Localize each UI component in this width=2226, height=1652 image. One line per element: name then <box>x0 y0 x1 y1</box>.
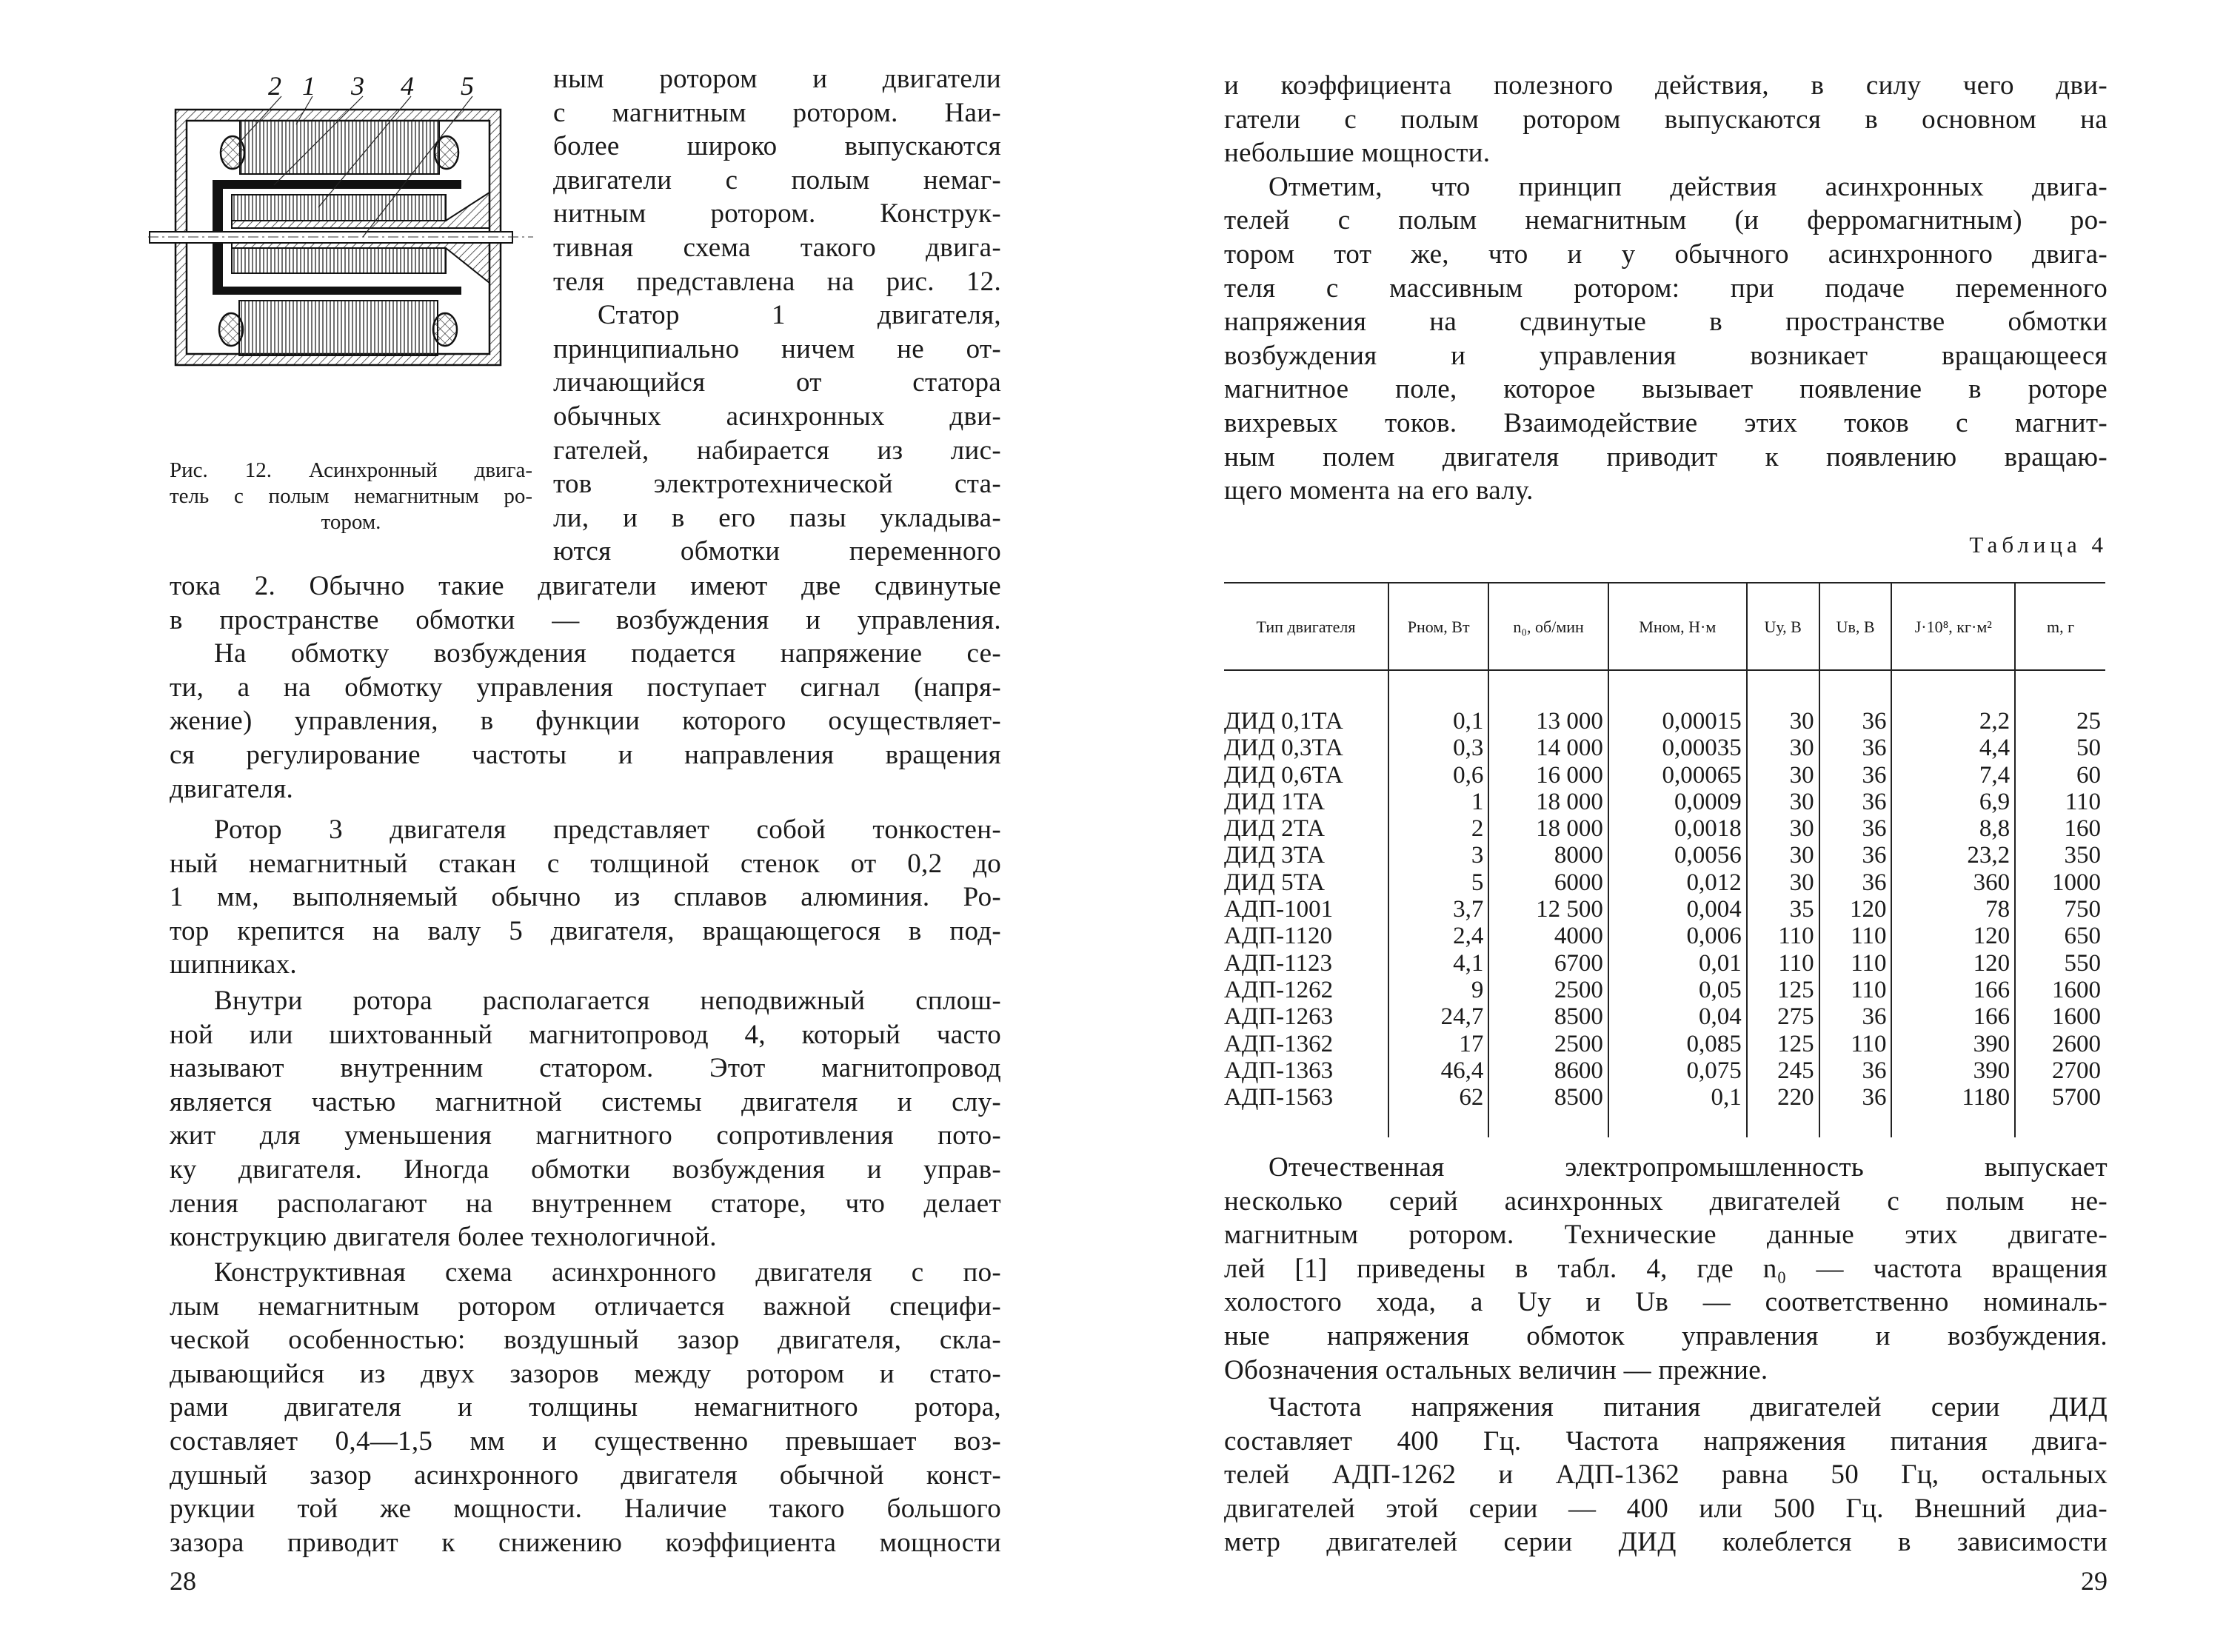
motor-type-cell: ДИД 0,6ТА <box>1224 761 1343 789</box>
table-cell: 1 <box>1388 789 1488 815</box>
text-line: тока 2. Обычно такие двигатели имеют две сдвинутые <box>170 571 1001 601</box>
table-body <box>1224 670 2105 1137</box>
text-line: конструкцию двигателя более технологичной. <box>170 1222 717 1253</box>
table-caption: Таблица 4 <box>1969 532 2108 558</box>
table-cell: 110 <box>1747 923 1819 949</box>
text-line: ку двигателя. Иногда обмотки возбуждения и управ- <box>170 1154 1001 1185</box>
table-cell: 13 000 <box>1488 670 1608 735</box>
table-cell: 8000 <box>1488 842 1608 869</box>
caption-line: тель с полым немагнитным ро- <box>170 484 532 508</box>
text-line: тором тот же, что и у обычного асинхронного двига- <box>1224 238 2108 270</box>
text-line: магнитное поле, которое вызывает появление в роторе <box>1224 374 2108 405</box>
table-cell: 30 <box>1747 670 1819 735</box>
table-cell: 120 <box>1891 950 2015 977</box>
right-paragraph <box>1224 1391 2108 1559</box>
label-4: 4 <box>401 74 414 101</box>
text-line: нитным ротором. Конструк- <box>553 198 1001 230</box>
table-cell: 120 <box>1891 923 2015 949</box>
table-cell: 36 <box>1819 762 1892 789</box>
text-line: Обозначения остальных величин — прежние. <box>1224 1354 1768 1385</box>
label-2: 2 <box>268 74 281 101</box>
table-cell: 36 <box>1819 869 1892 896</box>
table-cell: 0,05 <box>1608 977 1747 1003</box>
text-line: На обмотку возбуждения подается напряжение се- <box>214 638 1001 669</box>
motor-type-cell: АДП-1563 <box>1224 1084 1334 1111</box>
motor-type-cell: ДИД 0,1ТА <box>1224 708 1343 735</box>
table-cell: 36 <box>1819 1003 1892 1030</box>
table-cell: 166 <box>1891 1003 2015 1030</box>
table-cell: 0,3 <box>1388 735 1488 761</box>
table-cell: 5 <box>1388 869 1488 896</box>
table-cell: 110 <box>1747 950 1819 977</box>
table-cell: 350 <box>2015 842 2105 869</box>
table-row <box>1224 923 2105 949</box>
motor-type-cell: АДП-1123 <box>1224 949 1332 977</box>
text-line: принципиально ничем не от- <box>553 333 1001 364</box>
table-cell: 30 <box>1747 869 1819 896</box>
table-cell: 0,6 <box>1388 762 1488 789</box>
figure-caption <box>170 458 532 535</box>
text-line: телей АДП-1262 и АДП-1362 равна 50 Гц, остальных <box>1224 1459 2108 1491</box>
text-line: холостого хода, а Uу и Uв — соответственно номиналь- <box>1224 1287 2108 1318</box>
table-row <box>1224 1003 2105 1030</box>
left-paragraph <box>170 1256 1001 1559</box>
table-cell: 50 <box>2015 735 2105 761</box>
table-cell: 16 000 <box>1488 762 1608 789</box>
table-row <box>1224 869 2105 896</box>
table-cell: 3,7 <box>1388 896 1488 923</box>
table-cell: 18 000 <box>1488 815 1608 842</box>
text-line: ческой особенностью: воздушный зазор двигателя, скла- <box>170 1325 1001 1356</box>
table-cell: 245 <box>1747 1057 1819 1084</box>
table-cell: 220 <box>1747 1084 1819 1137</box>
left-paragraph <box>170 813 1001 982</box>
text-line: лым немагнитным ротором отличается важной специфи- <box>170 1291 1001 1322</box>
text-line: личающийся от статора <box>553 367 1001 398</box>
text-line: Конструктивная схема асинхронного двигателя с по- <box>214 1257 1001 1288</box>
table-cell: 1000 <box>2015 869 2105 896</box>
table-cell: 650 <box>2015 923 2105 949</box>
label-1: 1 <box>302 74 315 101</box>
text-line: лей [1] приведены в табл. 4, где n₀ — частота вращения <box>1224 1253 2108 1284</box>
left-side-column-text <box>553 62 1001 569</box>
text-line: теля с массивным ротором: при подаче переменного <box>1224 272 2108 304</box>
column-header: Mном, Н·м <box>1608 583 1747 670</box>
table-cell: 36 <box>1819 670 1892 735</box>
table-cell: 1600 <box>2015 1003 2105 1030</box>
table-cell: 46,4 <box>1388 1057 1488 1084</box>
table-cell: 110 <box>1819 923 1892 949</box>
column-header: n₀, об/мин <box>1488 583 1608 670</box>
table-cell: 7,4 <box>1891 762 2015 789</box>
table-cell: 30 <box>1747 762 1819 789</box>
text-line: ся регулирование частоты и направления вращения <box>170 739 1001 770</box>
table-cell: 36 <box>1819 1084 1892 1137</box>
motor-type-cell: ДИД 5ТА <box>1224 869 1325 896</box>
text-line: является частью магнитной системы двигателя и слу- <box>170 1086 1001 1117</box>
table-cell: 750 <box>2015 896 2105 923</box>
table-cell: 36 <box>1819 1057 1892 1084</box>
table-row <box>1224 896 2105 923</box>
motor-type-cell: ДИД 3ТА <box>1224 842 1325 869</box>
text-line: Отметим, что принцип действия асинхронных двига- <box>1269 171 2108 202</box>
table-row <box>1224 950 2105 977</box>
table-cell: 390 <box>1891 1057 2015 1084</box>
table-cell: 4000 <box>1488 923 1608 949</box>
table-cell: 110 <box>2015 789 2105 815</box>
table-cell: 17 <box>1388 1031 1488 1057</box>
table-cell: 6000 <box>1488 869 1608 896</box>
table-cell: 3 <box>1388 842 1488 869</box>
table-cell: 2,2 <box>1891 670 2015 735</box>
table-cell: 25 <box>2015 670 2105 735</box>
table-cell: 0,012 <box>1608 869 1747 896</box>
table-row <box>1224 815 2105 842</box>
table-cell: 18 000 <box>1488 789 1608 815</box>
table-cell: 0,0018 <box>1608 815 1747 842</box>
table-cell: 166 <box>1891 977 2015 1003</box>
text-line: Отечественная электропромышленность выпускает <box>1269 1152 2108 1183</box>
table-cell: 36 <box>1819 735 1892 761</box>
text-line: душный зазор асинхронного двигателя обычной конст- <box>170 1459 1001 1491</box>
table-row <box>1224 1084 2105 1137</box>
motor-cross-section-figure <box>148 74 533 385</box>
table-cell: 36 <box>1819 815 1892 842</box>
table-cell: 6,9 <box>1891 789 2015 815</box>
table-cell: 0,01 <box>1608 950 1747 977</box>
table-row <box>1224 670 2105 735</box>
text-line: Внутри ротора располагается неподвижный сплош- <box>214 986 1001 1016</box>
table-cell: 125 <box>1747 1031 1819 1057</box>
text-line: теля представлена на рис. 12. <box>553 266 1001 297</box>
table-cell: 4,4 <box>1891 735 2015 761</box>
text-line: жит для уменьшения магнитного сопротивления пото- <box>170 1120 1001 1151</box>
table-cell: 2 <box>1388 815 1488 842</box>
text-line: несколько серий асинхронных двигателей с полым не- <box>1224 1186 2108 1217</box>
text-line: небольшие мощности. <box>1224 138 1491 169</box>
text-line: ления располагают на внутреннем статоре, что делает <box>170 1188 1001 1219</box>
text-line: магнитным ротором. Технические данные этих двигате- <box>1224 1220 2108 1251</box>
table-cell: 0,0056 <box>1608 842 1747 869</box>
text-line: шипниках. <box>170 949 297 980</box>
right-paragraph <box>1224 69 2108 508</box>
table-cell: 1600 <box>2015 977 2105 1003</box>
motor-type-cell: АДП-1362 <box>1224 1030 1334 1057</box>
text-line: дывающийся из двух зазоров между ротором и стато- <box>170 1358 1001 1389</box>
text-line: тор крепится на валу 5 двигателя, вращающегося в под- <box>170 915 1001 946</box>
text-line: двигатели с полым немаг- <box>553 164 1001 195</box>
table-cell: 14 000 <box>1488 735 1608 761</box>
table-cell: 35 <box>1747 896 1819 923</box>
text-line: ются обмотки переменного <box>553 536 1001 567</box>
table-cell: 160 <box>2015 815 2105 842</box>
table-cell: 62 <box>1388 1084 1488 1137</box>
table-cell: 12 500 <box>1488 896 1608 923</box>
table-cell: 0,1 <box>1388 670 1488 735</box>
text-line: вихревых токов. Взаимодействие этих токов с магнит- <box>1224 407 2108 438</box>
text-line: двигателей этой серии — 400 или 500 Гц. Внешний диа- <box>1224 1493 2108 1524</box>
table-cell: 0,00015 <box>1608 670 1747 735</box>
column-header: Тип двигателя <box>1224 583 1388 670</box>
table-cell: 9 <box>1388 977 1488 1003</box>
label-5: 5 <box>461 74 474 101</box>
table-cell: 6700 <box>1488 950 1608 977</box>
table-cell: 550 <box>2015 950 2105 977</box>
text-line: ные напряжения обмоток управления и возбуждения. <box>1224 1320 2108 1351</box>
text-line: гатели с полым ротором выпускаются в основном на <box>1224 104 2108 135</box>
text-line: двигателя. <box>170 773 294 804</box>
text-line: и коэффициента полезного действия, в силу чего дви- <box>1224 70 2108 101</box>
table-cell: 8500 <box>1488 1084 1608 1137</box>
text-line: ным ротором и двигатели <box>553 64 1001 94</box>
text-line: рами двигателя и толщины немагнитного ротора, <box>170 1392 1001 1423</box>
motor-type-cell: АДП-1363 <box>1224 1057 1334 1084</box>
text-line: составляет 400 Гц. Частота напряжения питания двига- <box>1224 1425 2108 1457</box>
table-cell: 8600 <box>1488 1057 1608 1084</box>
table-cell: 60 <box>2015 762 2105 789</box>
table-cell: 78 <box>1891 896 2015 923</box>
motor-type-cell: АДП-1262 <box>1224 976 1334 1003</box>
caption-line: тором. <box>321 510 381 534</box>
text-line: Ротор 3 двигателя представляет собой тонкостен- <box>214 815 1001 845</box>
text-line: ти, а на обмотку управления поступает сигнал (напря- <box>170 672 1001 703</box>
text-line: телей с полым немагнитным (и ферромагнитным) ро- <box>1224 205 2108 236</box>
text-line: гателей, набирается из лис- <box>553 435 1001 466</box>
table-cell: 2700 <box>2015 1057 2105 1084</box>
table-row <box>1224 762 2105 789</box>
table-cell: 0,04 <box>1608 1003 1747 1030</box>
left-paragraph <box>170 569 1001 806</box>
motor-type-cell: АДП-1001 <box>1224 896 1334 923</box>
table-cell: 8,8 <box>1891 815 2015 842</box>
table-row <box>1224 842 2105 869</box>
text-line: ный немагнитный стакан с толщиной стенок от 0,2 до <box>170 848 1001 879</box>
table-cell: 8500 <box>1488 1003 1608 1030</box>
table-cell: 275 <box>1747 1003 1819 1030</box>
table-cell: 36 <box>1819 842 1892 869</box>
text-line: в пространстве обмотки — возбуждения и управления. <box>170 604 1001 635</box>
figure-labels <box>268 74 474 101</box>
table-header-row <box>1224 583 2105 670</box>
text-line: тивная схема такого двига- <box>553 232 1001 263</box>
table-cell: 0,1 <box>1608 1084 1747 1137</box>
text-line: ным полем двигателя приводит к появлению вращаю- <box>1224 441 2108 472</box>
table-cell: 125 <box>1747 977 1819 1003</box>
table-cell: 23,2 <box>1891 842 2015 869</box>
text-line: 1 мм, выполняемый обычно из сплавов алюминия. Ро- <box>170 882 1001 913</box>
shaft <box>148 232 533 243</box>
table-cell: 2500 <box>1488 977 1608 1003</box>
text-line: зазора приводит к снижению коэффициента мощности <box>170 1527 1001 1558</box>
text-line: Статор 1 двигателя, <box>598 300 1001 331</box>
text-line: Частота напряжения питания двигателей серии ДИД <box>1269 1392 2108 1422</box>
table-cell: 390 <box>1891 1031 2015 1057</box>
table-cell: 30 <box>1747 815 1819 842</box>
table-row <box>1224 977 2105 1003</box>
table-row <box>1224 1031 2105 1057</box>
column-header: J·10⁸, кг·м² <box>1891 583 2015 670</box>
motor-type-cell: ДИД 2ТА <box>1224 815 1325 843</box>
table-cell: 1180 <box>1891 1084 2015 1137</box>
table-cell: 36 <box>1819 789 1892 815</box>
right-paragraph <box>1224 1151 2108 1387</box>
table-row <box>1224 735 2105 761</box>
text-line: ной или шихтованный магнитопровод 4, который часто <box>170 1019 1001 1050</box>
label-3: 3 <box>351 74 364 101</box>
motor-data-table <box>1224 582 2105 1137</box>
table-cell: 30 <box>1747 735 1819 761</box>
table-row <box>1224 1057 2105 1084</box>
text-line: с магнитным ротором. Наи- <box>553 97 1001 128</box>
text-line: тов электротехнической ста- <box>553 469 1001 500</box>
table-cell: 4,1 <box>1388 950 1488 977</box>
table-cell: 120 <box>1819 896 1892 923</box>
text-line: более широко выпускаются <box>553 131 1001 162</box>
table-cell: 5700 <box>2015 1084 2105 1137</box>
column-header: Uу, В <box>1747 583 1819 670</box>
text-line: обычных асинхронных дви- <box>553 401 1001 432</box>
column-header: Pном, Вт <box>1388 583 1488 670</box>
text-line: жение) управления, в функции которого осуществляет- <box>170 706 1001 737</box>
table-cell: 30 <box>1747 789 1819 815</box>
table-cell: 24,7 <box>1388 1003 1488 1030</box>
text-line: возбуждения и управления возникает вращающееся <box>1224 340 2108 371</box>
text-line: напряжения на сдвинутые в пространстве обмотки <box>1224 307 2108 338</box>
table-cell: 2600 <box>2015 1031 2105 1057</box>
text-line: составляет 0,4—1,5 мм и существенно превышает воз- <box>170 1425 1001 1457</box>
page-number-right: 29 <box>2081 1566 2108 1596</box>
table-cell: 30 <box>1747 842 1819 869</box>
motor-type-cell: АДП-1120 <box>1224 923 1332 950</box>
motor-type-cell: ДИД 1ТА <box>1224 788 1325 815</box>
table-cell: 110 <box>1819 950 1892 977</box>
column-header: m, г <box>2015 583 2105 670</box>
table-cell: 2500 <box>1488 1031 1608 1057</box>
table-cell: 360 <box>1891 869 2015 896</box>
text-line: щего момента на его валу. <box>1224 475 1534 506</box>
table-cell: 0,006 <box>1608 923 1747 949</box>
table-cell: 0,00065 <box>1608 762 1747 789</box>
page-number-left: 28 <box>170 1566 196 1596</box>
table-cell: 2,4 <box>1388 923 1488 949</box>
table-cell: 0,00035 <box>1608 735 1747 761</box>
table-cell: 110 <box>1819 1031 1892 1057</box>
left-paragraph <box>170 984 1001 1254</box>
text-line: ли, и в его пазы укладыва- <box>553 502 1001 533</box>
caption-line: Рис. 12. Асинхронный двига- <box>170 458 532 482</box>
text-line: метр двигателей серии ДИД колеблется в зависимости <box>1224 1527 2108 1558</box>
table-cell: 110 <box>1819 977 1892 1003</box>
table-cell: 0,004 <box>1608 896 1747 923</box>
table-row <box>1224 789 2105 815</box>
text-line: называют внутренним статором. Этот магнитопровод <box>170 1053 1001 1084</box>
motor-type-cell: АДП-1263 <box>1224 1003 1334 1031</box>
table-cell: 0,0009 <box>1608 789 1747 815</box>
text-line: рукции той же мощности. Наличие такого большого <box>170 1494 1001 1525</box>
table-cell: 0,085 <box>1608 1031 1747 1057</box>
column-header: Uв, В <box>1819 583 1892 670</box>
motor-type-cell: ДИД 0,3ТА <box>1224 735 1343 762</box>
table-cell: 0,075 <box>1608 1057 1747 1084</box>
